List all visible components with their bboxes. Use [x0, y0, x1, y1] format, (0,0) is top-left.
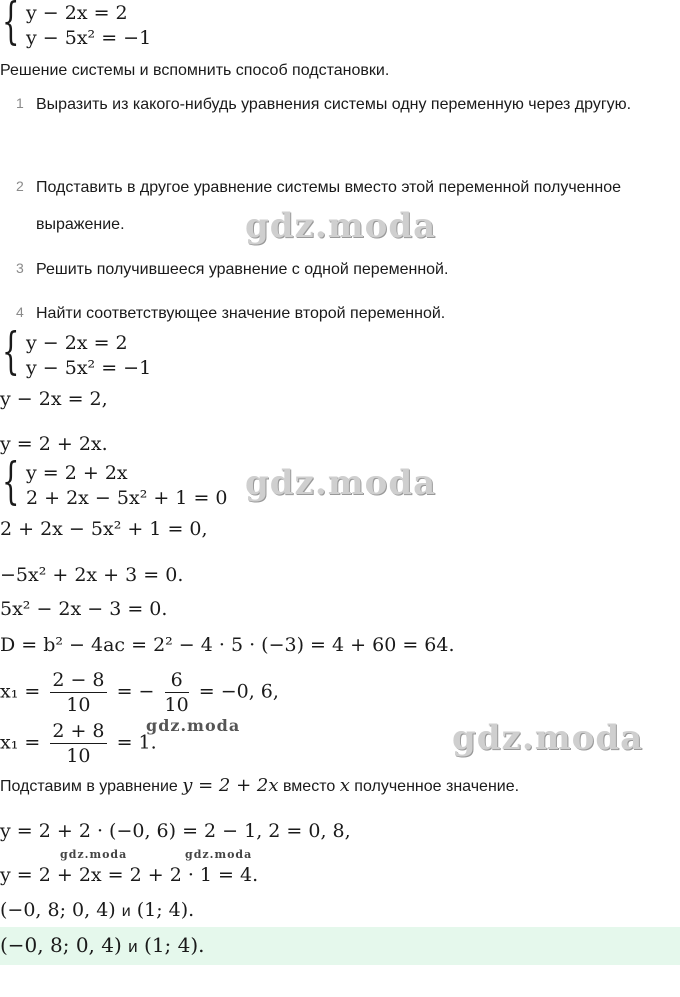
substitute-mid: вместо [282, 778, 336, 795]
root-x2-line [0, 719, 157, 768]
step-text: Решить получившееся уравнение с одной переменной. [36, 261, 449, 278]
substitute-sentence [0, 775, 519, 796]
answer-and: и [128, 937, 138, 956]
step-number: 4 [16, 304, 24, 320]
system-brace: { [2, 0, 20, 50]
equation-a: 2 + 2x − 5x² + 1 = 0, [0, 518, 208, 540]
system-brace: { [2, 452, 20, 510]
y-expressed-line: y = 2 + 2x. [0, 433, 108, 455]
result-pair-1: (−0, 8; 0, 4) [0, 899, 116, 921]
root-x1-fraction-2 [165, 668, 189, 717]
root-x1-fraction [50, 668, 106, 717]
step-text: Найти соответствующее значение второй переменной. [36, 305, 446, 322]
watermark-logo: gdz.moda [185, 848, 253, 861]
answer-pair-1: (−0, 8; 0, 4) [0, 933, 122, 957]
watermark-logo: gdz.moda [245, 206, 437, 246]
system-eq2: y − 5x² = −1 [26, 27, 152, 49]
result-line [0, 899, 194, 921]
watermark-logo: gdz.moda [146, 716, 241, 735]
answer-line [0, 933, 205, 957]
root-x2-lhs: x₁ = [0, 731, 41, 754]
root-x2-rhs: = 1. [116, 731, 157, 754]
answer-box [0, 927, 680, 965]
express-line: y − 2x = 2, [0, 388, 108, 410]
root-x2-fraction [50, 719, 106, 768]
root-x1-lhs: x₁ = [0, 680, 41, 703]
watermark-logo: gdz.moda [452, 718, 644, 758]
step-number: 1 [16, 95, 24, 111]
root-x1-line [0, 668, 279, 717]
equation-c: 5x² − 2x − 3 = 0. [0, 598, 168, 620]
watermark-logo: gdz.moda [60, 848, 128, 861]
answer-pair-2: (1; 4). [144, 933, 205, 957]
y2-line: y = 2 + 2x = 2 + 2 · 1 = 4. [0, 864, 259, 886]
equation-b: −5x² + 2x + 3 = 0. [0, 564, 184, 586]
substitute-pre: Подставим в уравнение [0, 778, 178, 795]
fraction-denominator: 10 [164, 694, 189, 716]
discriminant-line: D = b² − 4ac = 2² − 4 · 5 · (−3) = 4 + 60 = 64. [0, 634, 455, 656]
step-text: Подставить в другое уравнение системы вместо этой переменной полученное выражение. [36, 179, 622, 233]
substitute-formula: y = 2 + 2x [182, 775, 279, 796]
substitute-post: полученное значение. [354, 778, 520, 795]
root-x1-mid: = − [116, 680, 155, 703]
root-x1-rhs: = −0, 6, [198, 680, 279, 703]
system-eq2: 2 + 2x − 5x² + 1 = 0 [26, 487, 228, 509]
system-eq1: y = 2 + 2x [26, 462, 128, 484]
step-number: 3 [16, 260, 24, 276]
fraction-numerator: 6 [165, 668, 189, 693]
intro-text: Решение системы и вспомнить способ подстановки. [0, 62, 390, 79]
step-number: 2 [16, 178, 24, 194]
watermark-logo: gdz.moda [245, 463, 437, 503]
system-eq2: y − 5x² = −1 [26, 357, 152, 379]
system-eq1: y − 2x = 2 [26, 2, 128, 24]
step-text: Выразить из какого-нибудь уравнения системы одну переменную через другую. [36, 96, 632, 113]
result-and: и [121, 903, 131, 920]
y1-line: y = 2 + 2 · (−0, 6) = 2 − 1, 2 = 0, 8, [0, 820, 351, 842]
substitute-var: x [339, 775, 350, 796]
system-eq1: y − 2x = 2 [26, 332, 128, 354]
fraction-numerator: 2 + 8 [52, 720, 105, 742]
result-pair-2: (1; 4). [136, 899, 195, 921]
fraction-denominator: 10 [66, 745, 91, 767]
fraction-denominator: 10 [66, 694, 91, 716]
system-brace: { [2, 322, 20, 380]
fraction-numerator: 2 − 8 [52, 669, 105, 691]
